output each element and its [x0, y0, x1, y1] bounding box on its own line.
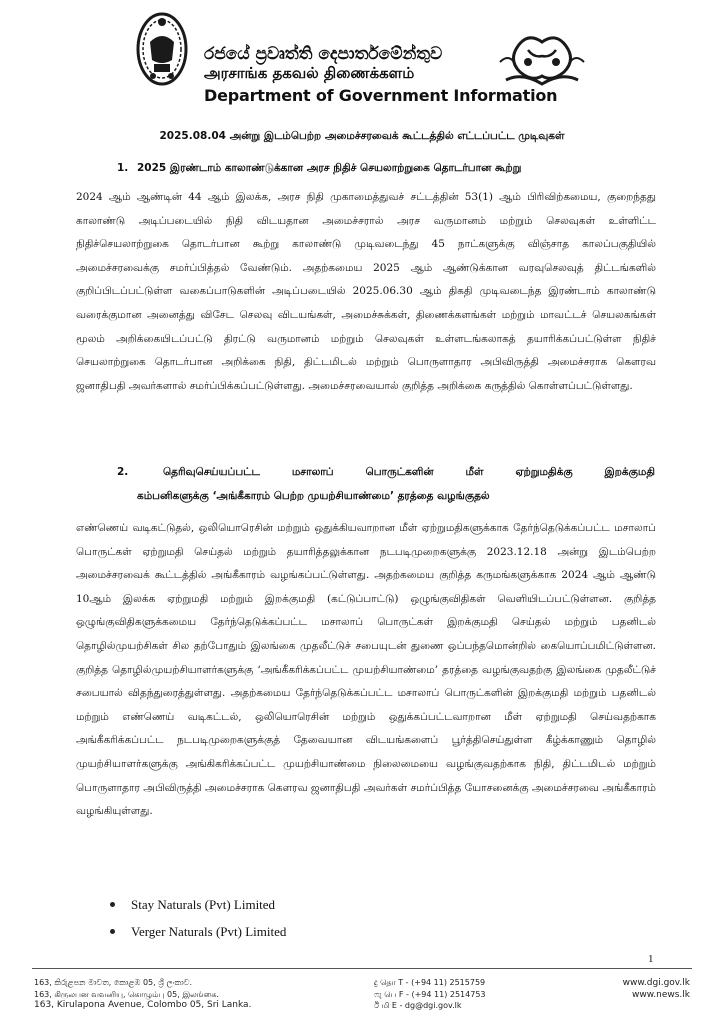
section-1-body: 2024 ஆம் ஆண்டின் 44 ஆம் இலக்க, அரச நிதி முகாமைத்துவச் சட்டத்தின் 53(1) ஆம் பிரிவிற்கமைய, குறைந்தது காலாண்டு அடிப்படையில் நிதி விடயதான அமைச்சரால் அரச வருமானம் மற்றும் செலவுகள் உள்ளிட்ட நிதிச்செயலாற்றுகை தொடர்பான கூற்று காலாண்டு முடிவடைந்து 45 நாட்களுக்கு விஞ்சாத காலப்பகுதியில் அமைச்சரவைக்கு சமர்ப்பித்தல் வேண்டும். அதற்கமைய 2025 ஆம் ஆண்டுக்கான வரவுசெலவுத் திட்டங்களில் குறிப்பிடப்பட்டுள்ள வகைப்பாடுகளின் அடிப்படையில் 2025.06.30 ஆம் திகதி முடிவடைந்த இரண்டாம் காலாண்டு வரைக்குமான அனைத்து விசேட செலவு விடயங்கள், அமைச்சுக்கள், திணைக்களங்கள் மற்றும் மாவட்டச் செயலகங்கள் மூலம் அறிக்கையிடப்பட்டு திரட்டு வருமானம் மற்றும் செலவுகள் உள்ளடங்கலாகத் தயாரிக்கப்பட்டுள்ள நிதிச் செயலாற்றுகை தொடர்பான அறிக்கை நிதி, திட்டமிடல் மற்றும் பொருளாதார அபிவிருத்தி அமைச்சராக கௌரவ ஜனாதிபதி அவர்களால் சமர்ப்பிக்கப்பட்டுள்ளது. அமைச்சரவையால் குறித்த அறிக்கை கருத்தில் கொள்ளப்பட்டுள்ளது.: [76, 191, 656, 392]
section-1-heading: [117, 162, 637, 175]
address-english: 163, Kirulapona Avenue, Colombo 05, Sri Lanka.: [34, 1000, 252, 1010]
section-2-heading-line-1: [117, 460, 655, 484]
address-tamil: 163, கிருலபன வவனியு, கொழும்பு 05, இலங்கை.: [34, 989, 219, 999]
bullet-icon: [110, 902, 115, 907]
website-link-dgi[interactable]: www.dgi.gov.lk: [622, 978, 690, 988]
twin-swan-logo-icon: [498, 32, 586, 88]
company-name: Verger Naturals (Pvt) Limited: [131, 924, 287, 939]
heading-word: பொருட்களின்: [365, 466, 434, 478]
footer-websites: [623, 977, 690, 1001]
list-item: [110, 891, 286, 918]
section-2-number: 2.: [117, 466, 129, 478]
phone-number: දු தொ T - (+94 11) 2515759: [374, 978, 486, 987]
section-2-body: எண்ணெய் வடிகட்டுதல், ஒலியொரெசின் மற்றும் ஒதுக்கியவாறான மீள் ஏற்றுமதிகளுக்காக தேர்ந்தெடுக்கப்பட்ட மசாலாப் பொருட்கள் ஏற்றுமதி செய்தல் மற்றும் தயாரித்தலுக்கான நடபடிமுறைகளுக்கு 2023.12.18 அன்று இடம்பெற்ற அமைச்சரவைக் கூட்டத்தில் அங்கீகாரம் வழங்கப்பட்டுள்ளது. அதற்கமைய குறித்த கருமங்களுக்காக 2024 ஆம் ஆண்டு 10ஆம் இலக்க ஏற்றுமதி மற்றும் இறக்குமதி (கட்டுப்பாட்டு) ஒழுங்குவிதிகள் வெளியிடப்பட்டுள்ளன. குறித்த ஒழுங்குவிதிகளுக்கமைய தேர்ந்தெடுக்கப்பட்ட மசாலாப் பொருட்கள் இறக்குமதி செய்தல் மற்றும் பதனிடல் தொழில்முயற்சிகள் சில தற்போதும் இலங்கை முதலீட்டுச் சபையுடன் துணை ஒப்பந்தமொன்றில் கையொப்பமிட்டுள்ளன. குறித்த தொழில்முயற்சியாளர்களுக்கு ‘அங்கீகரிக்கப்பட்ட முயற்சியாண்மை’ தரத்தை வழங்குவதற்கு இலங்கை முதலீட்டுச் சபையால் விதந்துரைத்துள்ளது. அதற்கமைய தேர்ந்தெடுக்கப்பட்ட மசாலாப் பொருட்களின் இறக்குமதி மற்றும் பதனிடல் மற்றும் எண்ணெய் வடிகட்டல், ஒலியொரெசின் மற்றும் ஒதுக்கப்பட்டவாறான மீள் ஏற்றுமதி செய்வதற்காக அங்கீகரிக்கப்பட்ட நடபடிமுறைகளுக்குத் தேவையான விடயங்களைப் பூர்த்திசெய்துள்ள கீழ்க்காணும் தொழில் முயற்சியாளர்களுக்கு அங்கிகரிக்கப்பட்ட முயற்சியாண்மை நிலைமையை வழங்குவதற்காக நிதி, திட்டமிடல் மற்றும் பொருளாதார அபிவிருத்தி அமைச்சராக கௌரவ ஜனாதிபதி அவர்கள் சமர்ப்பித்த யோசனைக்கு அமைச்சரவை அங்கீகாரம் வழங்கியுள்ளது.: [76, 522, 656, 818]
section-1-heading-text: 2025 இரண்டாம் காலாண்டுக்கான அரச நிதிச் செயலாற்றுகை தொடர்பான கூற்று: [137, 162, 522, 174]
company-list: [110, 891, 286, 945]
heading-word: தெரிவுசெய்யப்பட்ட: [162, 466, 260, 478]
list-item: [110, 918, 286, 945]
email-address[interactable]: ඊ மி E - dg@dgi.gov.lk: [374, 1001, 462, 1010]
section-2-heading-line-2: கம்பனிகளுக்கு ‘அங்கீகாரம் பெற்ற முயற்சியாண்மை’ தரத்தை வழங்குதல்: [137, 490, 490, 502]
department-title-english: Department of Government Information: [204, 86, 558, 105]
department-title-tamil: அரசாங்க தகவல் திணைக்களம்: [204, 64, 415, 82]
heading-word: மசாலாப்: [291, 466, 334, 478]
section-1-number: 1.: [117, 162, 129, 174]
page-number: 1: [648, 953, 654, 965]
document-title: 2025.08.04 அன்று இடம்பெற்ற அமைச்சரவைக் கூட்டத்தில் எட்டப்பட்ட முடிவுகள்: [159, 130, 565, 142]
footer-address: [34, 977, 251, 1012]
sri-lanka-emblem-icon: [136, 12, 188, 86]
letterhead: [0, 0, 724, 112]
department-title-sinhala: රජයේ ප්‍රවෘත්ති දෙපාර්තමේන්තුව: [204, 44, 443, 64]
address-sinhala: 163, කිරුළපන මාවත, කොළඹ 05, ශ්‍රී ලංකාව.: [34, 978, 193, 987]
heading-word: மீள்: [465, 466, 484, 478]
heading-word: இறக்குமதி: [604, 466, 655, 478]
footer: [0, 968, 724, 1024]
footer-divider: [32, 968, 692, 969]
company-name: Stay Naturals (Pvt) Limited: [131, 897, 276, 912]
footer-contacts: [374, 977, 486, 1012]
fax-number: ෆැ பெ F - (+94 11) 2514753: [374, 989, 486, 999]
heading-word: ஏற்றுமதிக்கு: [515, 466, 573, 478]
bullet-icon: [110, 929, 115, 934]
section-2-heading: [117, 460, 655, 508]
website-link-news[interactable]: www.news.lk: [632, 990, 690, 1000]
